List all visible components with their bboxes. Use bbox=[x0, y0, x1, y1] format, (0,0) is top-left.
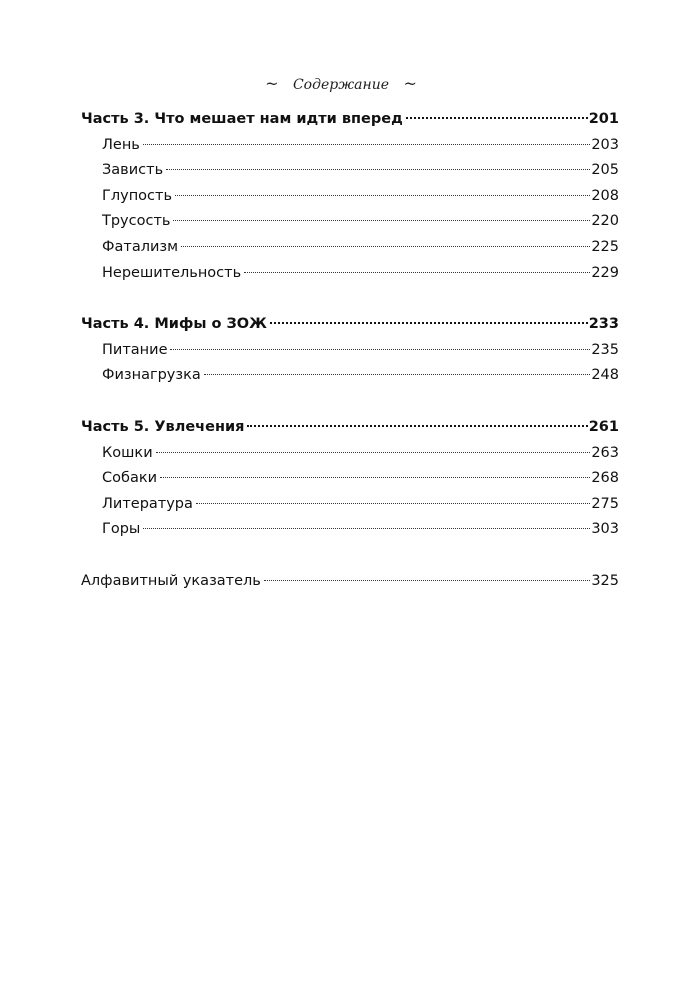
toc-entry-title: Лень bbox=[102, 136, 140, 153]
right-ornament: ~ bbox=[403, 74, 417, 93]
running-header bbox=[0, 74, 682, 93]
toc-entry-page: 268 bbox=[591, 470, 619, 487]
toc-entry-page: 225 bbox=[591, 238, 619, 255]
toc-entry-page: 261 bbox=[588, 418, 619, 435]
dot-leader bbox=[204, 374, 591, 375]
toc-entry-page: 303 bbox=[591, 521, 619, 538]
dot-leader bbox=[181, 246, 590, 247]
toc-entry-title: Трусость bbox=[102, 213, 171, 230]
toc-entry-page: 220 bbox=[591, 213, 619, 230]
toc-entry-title: Алфавитный указатель bbox=[81, 572, 261, 589]
toc-entry-page: 203 bbox=[591, 136, 619, 153]
running-header-title: Содержание bbox=[292, 77, 390, 93]
dot-leader bbox=[406, 117, 588, 119]
toc-chapter-entry[interactable] bbox=[81, 158, 619, 184]
toc-entry-page: 229 bbox=[591, 264, 619, 281]
toc-entry-page: 263 bbox=[591, 444, 619, 461]
toc-entry-title: Литература bbox=[102, 495, 193, 512]
dot-leader bbox=[244, 272, 590, 273]
dot-leader bbox=[175, 195, 590, 196]
toc-entry-title: Горы bbox=[102, 521, 141, 538]
toc-chapter-entry[interactable] bbox=[81, 209, 619, 235]
toc-entry-title: Физнагрузка bbox=[102, 367, 201, 384]
toc-chapter-entry[interactable] bbox=[81, 492, 619, 518]
dot-leader bbox=[166, 169, 590, 170]
toc-entry-title: Собаки bbox=[102, 470, 158, 487]
toc-entry-title: Часть 4. Мифы о ЗОЖ bbox=[81, 316, 267, 333]
toc-chapter-entry[interactable] bbox=[81, 441, 619, 467]
toc-chapter-entry[interactable] bbox=[81, 517, 619, 543]
table-of-contents bbox=[81, 107, 619, 595]
dot-leader bbox=[156, 452, 591, 453]
dot-leader bbox=[196, 503, 590, 504]
toc-entry-page: 275 bbox=[591, 495, 619, 512]
toc-entry-title: Глупость bbox=[102, 187, 173, 204]
toc-entry-page: 208 bbox=[591, 187, 619, 204]
toc-part-entry[interactable] bbox=[81, 312, 619, 338]
toc-entry-title: Питание bbox=[102, 341, 168, 358]
toc-entry-title: Часть 5. Увлечения bbox=[81, 418, 245, 435]
toc-chapter-entry[interactable] bbox=[81, 363, 619, 389]
toc-entry-page: 235 bbox=[591, 341, 619, 358]
toc-chapter-entry[interactable] bbox=[81, 261, 619, 287]
toc-group-part-4 bbox=[81, 312, 619, 389]
toc-chapter-entry[interactable] bbox=[81, 338, 619, 364]
toc-entry-title: Нерешительность bbox=[102, 264, 242, 281]
dot-leader bbox=[170, 349, 590, 350]
dot-leader bbox=[160, 477, 590, 478]
toc-entry-page: 248 bbox=[591, 367, 619, 384]
left-ornament: ~ bbox=[265, 74, 279, 93]
dot-leader bbox=[173, 220, 590, 221]
toc-part-entry[interactable] bbox=[81, 107, 619, 133]
toc-entry-page: 233 bbox=[588, 316, 619, 333]
toc-entry-title: Фатализм bbox=[102, 238, 179, 255]
toc-entry-page: 325 bbox=[591, 572, 619, 589]
dot-leader bbox=[247, 425, 587, 427]
dot-leader bbox=[264, 580, 590, 581]
toc-entry-title: Кошки bbox=[102, 444, 153, 461]
toc-index-entry[interactable] bbox=[81, 569, 619, 595]
toc-part-entry[interactable] bbox=[81, 415, 619, 441]
toc-entry-page: 205 bbox=[591, 162, 619, 179]
dot-leader bbox=[143, 144, 590, 145]
toc-entry-title: Зависть bbox=[102, 162, 164, 179]
toc-chapter-entry[interactable] bbox=[81, 133, 619, 159]
dot-leader bbox=[270, 322, 588, 324]
dot-leader bbox=[143, 528, 590, 529]
toc-chapter-entry[interactable] bbox=[81, 184, 619, 210]
toc-entry-page: 201 bbox=[588, 111, 619, 127]
toc-group-part-3 bbox=[81, 107, 619, 286]
toc-chapter-entry[interactable] bbox=[81, 466, 619, 492]
toc-group-part-5 bbox=[81, 415, 619, 543]
toc-entry-title: Часть 3. Что мешает нам идти вперед bbox=[81, 111, 403, 127]
toc-chapter-entry[interactable] bbox=[81, 235, 619, 261]
